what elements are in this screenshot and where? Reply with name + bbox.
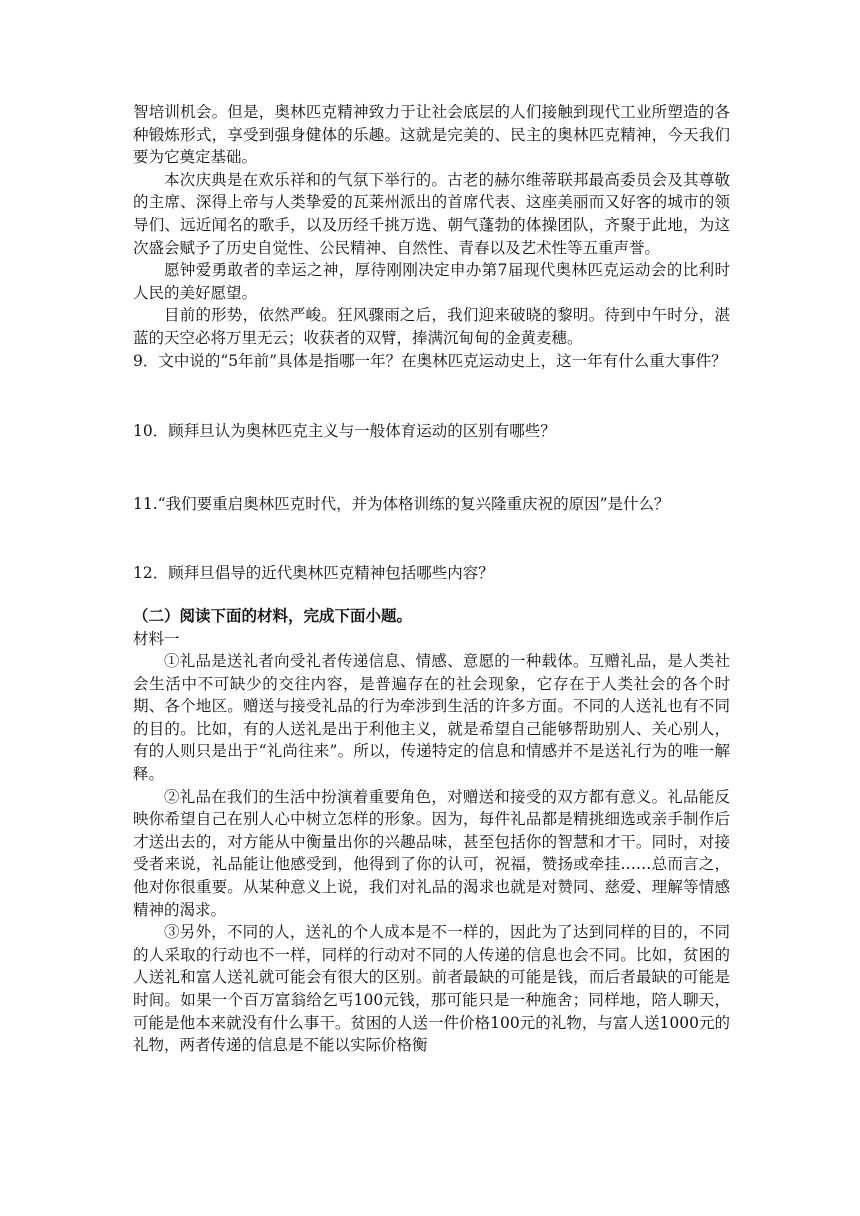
question-11: 11.“我们要重启奥林匹克时代，并为体格训练的复兴隆重庆祝的原因”是什么？ xyxy=(133,494,670,513)
passage-paragraph: 智培训机会。但是，奥林匹克精神致力于让社会底层的人们接触到现代工业所塑造的各种锻炼形式，享受到强身健体的乐趣。这就是完美的、民主的奥林匹克精神，今天我们要为它奠定基础。 xyxy=(133,103,730,167)
material-paragraph: ②礼品在我们的生活中扮演着重要角色，对赠送和接受的双方都有意义。礼品能反映你希望自己在别人心中树立怎样的形象。因为，每件礼品都是精挑细选或亲手制作后才送出去的，对方能从中衡量出你的兴趣品味，甚至包括你的智慧和才干。同时，对接受者来说，礼品能让他感受到，他得到了你的认可，祝福，赞扬或牵挂……总而言之，他对你很重要。从某种意义上说，我们对礼品的渴求也就是对赞同、慈爱、理解等情感精神的渴求。 xyxy=(133,787,730,919)
answer-space xyxy=(133,372,730,420)
document-body xyxy=(133,101,730,1057)
question-12: 12．顾拜旦倡导的近代奥林匹克精神包括哪些内容？ xyxy=(133,564,494,583)
material-paragraph: ③另外，不同的人，送礼的个人成本是不一样的，因此为了达到同样的目的，不同的人采取的行动也不一样，同样的行动对不同的人传递的信息也会不同。比如，贫困的人送礼和富人送礼就可能会有很大的区别。前者最缺的可能是钱，而后者最缺的可能是时间。如果一个百万富翁给乞丐100元钱，那可能只是一种施舍；同样地，陪人聊天，可能是他本来就没有什么事干。贫困的人送一件价格100元的礼物，与富人送1000元的礼物，两者传递的信息是不能以实际价格衡 xyxy=(133,923,730,1055)
passage-paragraph: 本次庆典是在欢乐祥和的气氛下举行的。古老的赫尔维蒂联邦最高委员会及其尊敬的主席、深得上帝与人类挚爱的瓦莱州派出的首席代表、这座美丽而又好客的城市的领导们、远近闻名的歌手，以及历经千挑万选、朝气蓬勃的体操团队，齐聚于此地，为这次盛会赋予了历史自觉性、公民精神、自然性、青春以及艺术性等五重声誉。 xyxy=(133,170,730,257)
answer-space xyxy=(133,515,730,562)
passage-paragraph: 目前的形势，依然严峻。狂风骤雨之后，我们迎来破晓的黎明。待到中午时分，湛蓝的天空必将万里无云；收获者的双臂，捧满沉甸甸的金黄麦穗。 xyxy=(133,306,730,347)
answer-space xyxy=(133,443,730,493)
material-paragraph: ①礼品是送礼者向受礼者传递信息、情感、意愿的一种载体。互赠礼品，是人类社会生活中不可缺少的交往内容，是普遍存在的社会现象，它存在于人类社会的各个时期、各个地区。赠送与接受礼品的行为牵涉到生活的许多方面。不同的人送礼也有不同的目的。比如，有的人送礼是出于利他主义，就是希望自己能够帮助别人、关心别人，有的人则只是出于“礼尚往来”。所以，传递特定的信息和情感并不是送礼行为的唯一解释。 xyxy=(133,652,730,784)
section-heading: （二）阅读下面的材料，完成下面小题。 xyxy=(133,606,413,625)
question-10: 10．顾拜旦认为奥林匹克主义与一般体育运动的区别有哪些？ xyxy=(133,422,556,441)
material-label: 材料一 xyxy=(133,629,180,648)
question-9: 9．文中说的“5年前”具体是指哪一年？在奥林匹克运动史上，这一年有什么重大事件？ xyxy=(133,351,727,370)
passage-paragraph: 愿钟爱勇敢者的幸运之神，厚待刚刚决定申办第7届现代奥林匹克运动会的比利时人民的美好愿望。 xyxy=(133,261,730,302)
answer-space xyxy=(133,585,730,605)
